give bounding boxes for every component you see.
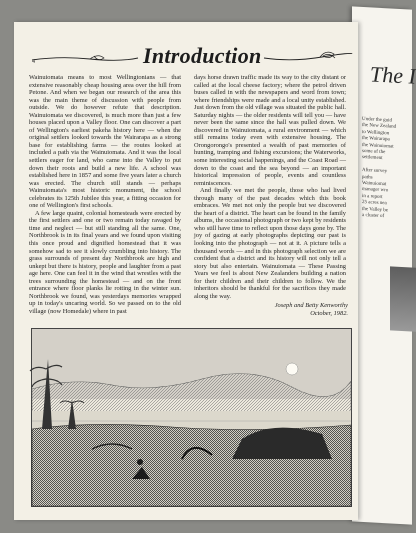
author-names: Joseph and Betty Kenworthy [274, 302, 348, 309]
heading-flourish-right-icon [262, 48, 354, 64]
page-title: Introduction [143, 43, 262, 68]
paragraph: days horse drawn traffic made its way to the city distant or called at the local cheese factory; where the petrol driven buses called in with the newspapers and word from town; where friendships were made and a local unity established. Just down from the old village was situated the public hall. Saturday nights — the older residents will tell you — have never been the same since the hall was pulled down. We discovered in Wainuiomata, a rural environment — which still remains today even with extensive housing. The Orongorongo's presented a wealth of past memories of hunting, tramping and fishing excursions; the Waterworks, some interesting social happenings, and the Coast Road — down to the coast and the sea beyond — an important historical impression of people, events and countless reminiscences. [194, 74, 346, 187]
text-column-right [194, 74, 346, 322]
facing-page-photo [390, 266, 416, 331]
facing-page-title: The I [370, 61, 416, 89]
author-signature [252, 302, 348, 317]
page-number: 4 [32, 59, 35, 65]
text-column-left [29, 74, 181, 324]
paragraph: And finally we met the people, those who had lived through many of the past decades which this book embraces. We met not only the people but we discovered the heart of a district. The heart can be found in the family albums, the occasional photograph or two kept by residents who still have time to reflect upon those days gone by. The joy of gazing at early photographs depicting our past is looking into the photograph — not at it. A picture tells a thousand words — and in this photograph selection we are confident that a district and its history will not only tell a story but also entertain. Wainuiomata — These Passing Years we feel is about New Zealanders building a nation for their children and their children to follow. We the inheritors should be thankful for the sacrifices they made along the way. [194, 187, 346, 300]
facing-page-text: Under the guid the New Zealand to Wellington the Wairarapa the Wainuiomat some of the settlement After survey paths Wainuiomat manager wro in a report 25 acres nea the Valley be a cluster of [362, 116, 397, 220]
heading-flourish-left-icon [30, 52, 140, 64]
landscape-engraving-illustration [31, 328, 352, 507]
paragraph: Wainuiomata means to most Wellingtonians — that extensive reasonably cheap housing area over the hill from Petone. And when we began our research of the area this was the main theme of discussion with people from outside. We do however refute that description. Wainuiomata we discovered, is much more than just a few houses placed upon a Valley floor. One can discover a part of Wellington's earliest pakeha history here — when the original settlers looked towards the Wairarapa as a strong base for establishing farms — the routes looked at included a path via the Wainuiomata. And it was the local settlers eager for land, who came into the Valley to put down their roots and build a new life. A school was established here in 1857 and some five years later a church was erected. The church still stands — perhaps Wainuiomata's most historic monument, the school celebrates its 125th Jubilee this year, a fitting occasion for one of Wellington's first schools. [29, 74, 181, 210]
paragraph: A few large quaint, colonial homesteads were erected by the first settlers and one or two remain today ravaged by time and neglect — but still standing all the same. One, Northbrook is in its final years and we found upon visiting this once proud and dignified homestead that it was somehow sad to see it slowly crumbling into history. The grass surrounds of present day Northbrook are high and unkept but there is history, people and laughter from a past age here. One can feel it in the wind that wrestles with the trees surrounding the homestead — and on the front entrance where floor planks lie rotting in the winter sun. Northbrook we found, was yesterdays memories wrapped up in today's uncaring world. So we passed on to the old village (now Homedale) where in past [29, 209, 181, 315]
facing-page [352, 6, 416, 524]
signature-date: October, 1982. [310, 309, 348, 317]
